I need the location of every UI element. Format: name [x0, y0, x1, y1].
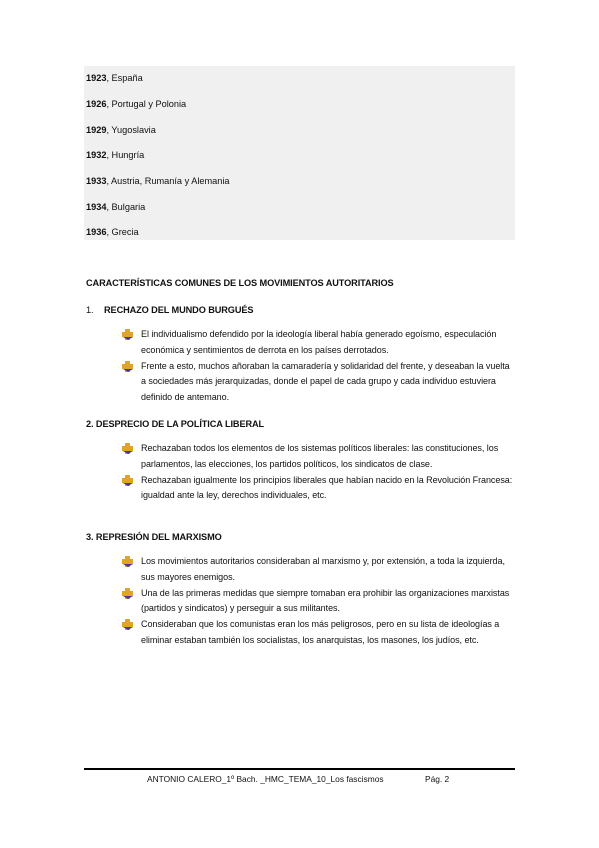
list-item: Los movimientos autoritarios consideraban al marxismo y, por extensión, a toda la izquierda, sus mayores enemigos.: [122, 554, 517, 586]
bullet-arrow-icon: [122, 556, 133, 567]
list-item: El individualismo defendido por la ideología liberal había generado egoísmo, especulación económica y sentimientos de derrota en los países derrotados.: [122, 327, 517, 359]
date-item: 1929, Yugoslavia: [86, 125, 156, 135]
list-item: Consideraban que los comunistas eran los más peligrosos, pero en su lista de ideologías a eliminar estaban también los socialistas, los anarquistas, los masones, los judíos, etc.: [122, 617, 517, 649]
date-item: 1926, Portugal y Polonia: [86, 99, 187, 109]
list-item: Rechazaban igualmente los principios liberales que habían nacido en la Revolución Francesa: igualdad ante la ley, derechos individuales, etc.: [122, 473, 517, 505]
bullet-arrow-icon: [122, 475, 133, 486]
bullet-arrow-icon: [122, 619, 133, 630]
bullet-arrow-icon: [122, 443, 133, 454]
section-title: 3. REPRESIÓN DEL MARXISMO: [86, 532, 222, 542]
section-title: RECHAZO DEL MUNDO BURGUÉS: [104, 305, 254, 315]
date-item: 1934, Bulgaria: [86, 202, 146, 212]
section-heading: [86, 531, 222, 543]
section-title: 2. DESPRECIO DE LA POLÍTICA LIBERAL: [86, 419, 265, 429]
section-heading: [86, 418, 264, 430]
list-item: Una de las primeras medidas que siempre tomaban era prohibir las organizaciones marxistas (partidos y sindicatos) y perseguir a sus militantes.: [122, 586, 517, 618]
date-list-box: [84, 66, 515, 240]
date-item: 1932, Hungría: [86, 150, 145, 160]
date-item: 1923, España: [86, 73, 143, 83]
bullet-list: [122, 441, 517, 504]
page-number: Pág. 2: [425, 774, 450, 784]
date-item: 1933, Austria, Rumanía y Alemania: [86, 176, 230, 186]
main-title: CARACTERÍSTICAS COMUNES DE LOS MOVIMIENTOS AUTORITARIOS: [86, 278, 394, 288]
list-item: Frente a esto, muchos añoraban la camaradería y solidaridad del frente, y deseaban la vuelta a sociedades más jerarquizadas, donde el papel de cada grupo y cada individuo estuviera definido de antemano.: [122, 359, 517, 406]
bullet-arrow-icon: [122, 329, 133, 340]
bullet-arrow-icon: [122, 361, 133, 372]
section-number: 1.: [86, 305, 94, 315]
footer-author: ANTONIO CALERO_1º Bach. _HMC_TEMA_10_Los fascismos: [147, 774, 384, 784]
section-heading: [86, 304, 253, 316]
bullet-list: [122, 554, 517, 649]
bullet-list: [122, 327, 517, 406]
footer-rule: [84, 768, 515, 770]
bullet-arrow-icon: [122, 588, 133, 599]
date-item: 1936, Grecia: [86, 227, 139, 237]
list-item: Rechazaban todos los elementos de los sistemas políticos liberales: las constituciones, los parlamentos, las elecciones, los partidos políticos, los sindicatos de clase.: [122, 441, 517, 473]
